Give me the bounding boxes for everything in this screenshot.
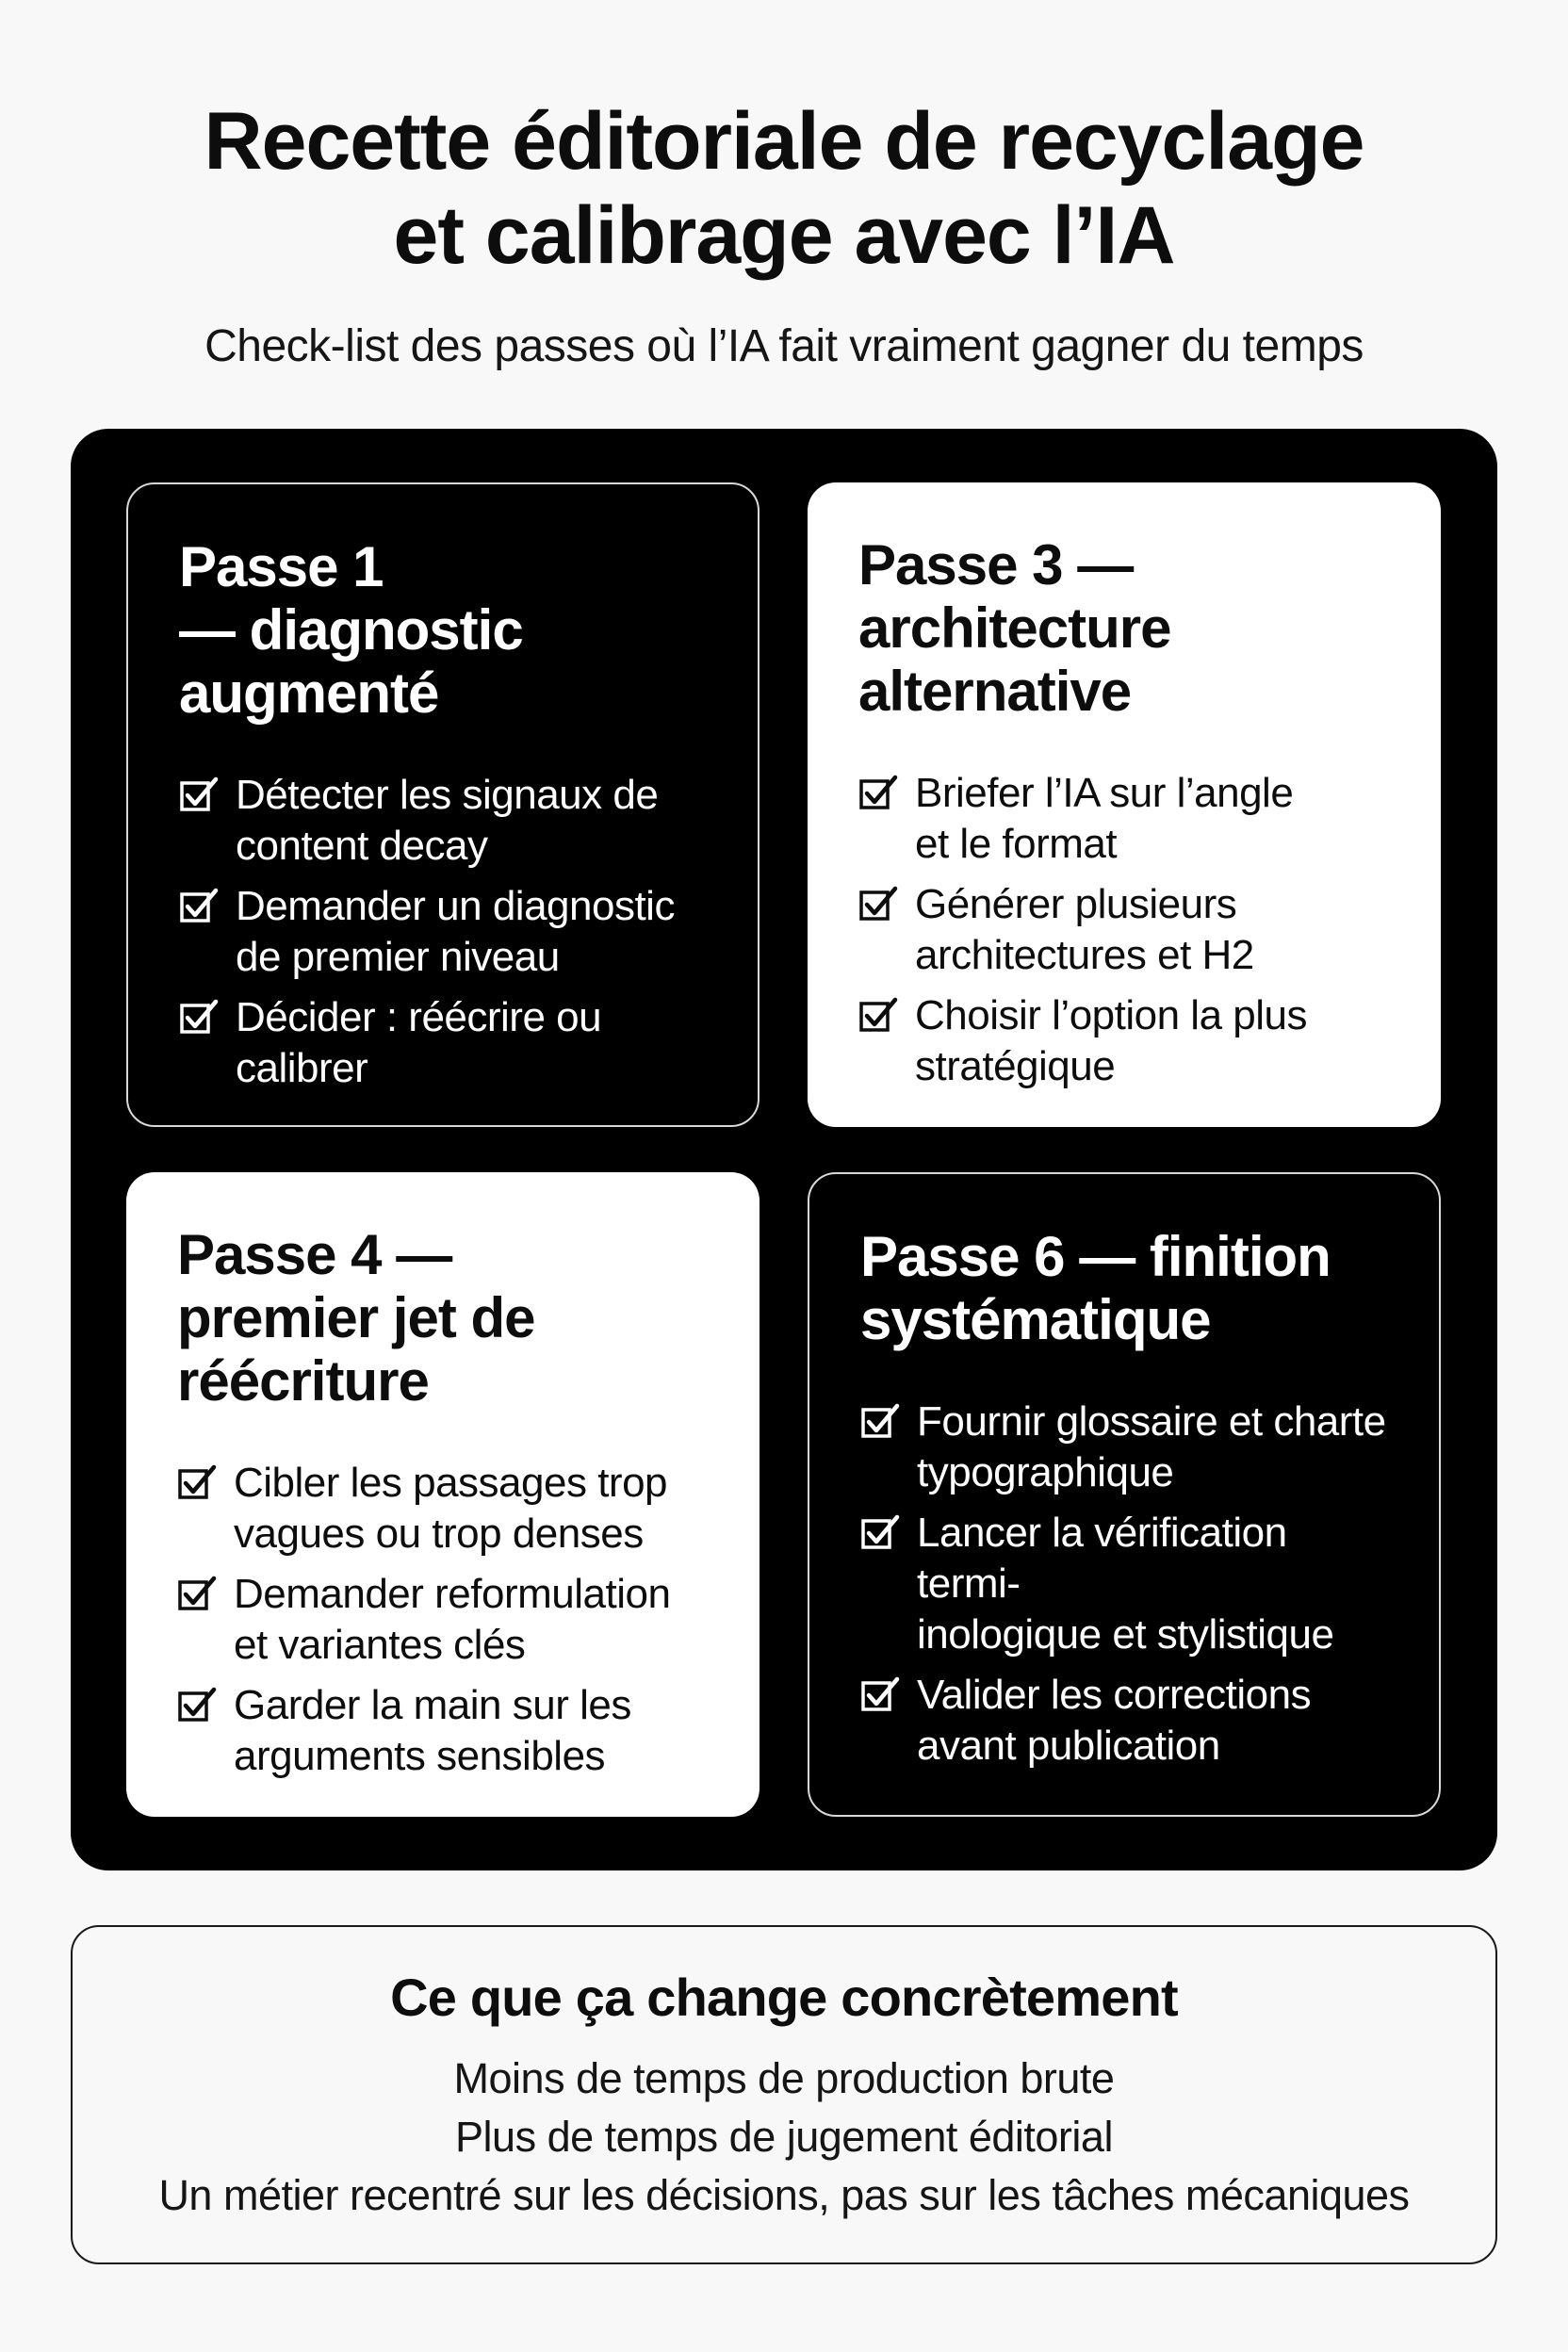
checklist-item bbox=[860, 1396, 1392, 1498]
checklist-item-line: Décider : réécrire ou bbox=[236, 994, 602, 1040]
checklist-item-text bbox=[234, 1569, 712, 1671]
checkbox-checked-icon bbox=[858, 885, 898, 924]
card-title-line: Passe 3 — bbox=[858, 533, 1134, 596]
checklist-item-line: et le format bbox=[915, 821, 1118, 867]
checklist-item bbox=[179, 992, 710, 1094]
summary-line: Plus de temps de jugement éditorial bbox=[455, 2113, 1113, 2161]
checklist-item-text bbox=[236, 881, 710, 983]
card-passe-1 bbox=[126, 482, 760, 1127]
checklist-item-line: Briefer l’IA sur l’angle bbox=[915, 770, 1294, 816]
card-passe-3 bbox=[808, 482, 1441, 1127]
checklist-item bbox=[179, 881, 710, 983]
card-title bbox=[858, 533, 1394, 723]
checkbox-checked-icon bbox=[177, 1575, 217, 1614]
checkbox-checked-icon bbox=[858, 996, 898, 1036]
checkbox-checked-icon bbox=[860, 1402, 900, 1442]
card-title bbox=[177, 1223, 712, 1413]
card-title-line: Passe 6 — finition bbox=[860, 1225, 1331, 1288]
card-title-line: Passe 1 bbox=[179, 535, 384, 598]
checklist-item-line: de premier niveau bbox=[236, 934, 560, 980]
checkbox-checked-icon bbox=[860, 1675, 900, 1715]
checklist-item-line: avant publication bbox=[917, 1723, 1220, 1769]
checkbox-checked-icon bbox=[177, 1686, 217, 1725]
card-title bbox=[860, 1225, 1392, 1351]
checklist-item bbox=[860, 1508, 1392, 1660]
card-passe-6 bbox=[808, 1172, 1441, 1817]
card-title-line: systématique bbox=[860, 1288, 1211, 1351]
card-title-line: alternative bbox=[858, 660, 1132, 723]
checklist-item bbox=[858, 768, 1394, 870]
card-passe-4 bbox=[126, 1172, 760, 1817]
checklist-item-line: architectures et H2 bbox=[915, 932, 1254, 978]
checklist-item-text bbox=[915, 990, 1394, 1092]
page-subtitle: Check-list des passes où l’IA fait vraiment gagner du temps bbox=[204, 321, 1364, 371]
checkbox-checked-icon bbox=[860, 1513, 900, 1553]
checklist-item bbox=[177, 1458, 712, 1560]
summary-line: Un métier recentré sur les décisions, pas sur les tâches mécaniques bbox=[158, 2171, 1410, 2219]
checklist-item-line: typographique bbox=[917, 1449, 1174, 1495]
checklist-item bbox=[177, 1680, 712, 1782]
checklist-item-text bbox=[236, 770, 710, 872]
checklist bbox=[860, 1396, 1392, 1772]
page-title bbox=[0, 94, 1568, 283]
card-title-line: — diagnostic bbox=[179, 598, 523, 662]
checklist-item-line: Demander un diagnostic bbox=[236, 883, 675, 929]
checklist-item-line: vagues ou trop denses bbox=[234, 1511, 644, 1557]
checklist-item-text bbox=[236, 992, 710, 1094]
checklist-item-line: inologique et stylistique bbox=[917, 1611, 1334, 1658]
checklist bbox=[858, 768, 1394, 1092]
checklist bbox=[177, 1458, 712, 1782]
checklist-item-line: Demander reformulation bbox=[234, 1571, 671, 1617]
checkbox-checked-icon bbox=[177, 1463, 217, 1503]
checklist-item-text bbox=[917, 1670, 1392, 1772]
checklist bbox=[179, 770, 710, 1094]
checklist-item-line: Garder la main sur les bbox=[234, 1682, 631, 1728]
checklist-item-line: Lancer la vérification termi- bbox=[917, 1510, 1287, 1607]
checklist-item-text bbox=[234, 1458, 712, 1560]
checklist-item-line: calibrer bbox=[236, 1045, 368, 1091]
summary-line: Moins de temps de production brute bbox=[453, 2054, 1115, 2102]
checklist-item bbox=[179, 770, 710, 872]
checkbox-checked-icon bbox=[179, 998, 219, 1037]
card-title-line: architecture bbox=[858, 596, 1171, 660]
card-title-line: augmenté bbox=[179, 662, 439, 725]
checklist-item-line: Cibler les passages trop bbox=[234, 1460, 668, 1506]
checklist-item-line: arguments sensibles bbox=[234, 1733, 606, 1779]
page-title-line-1: Recette éditoriale de recyclage bbox=[204, 96, 1364, 187]
checkbox-checked-icon bbox=[179, 887, 219, 926]
checklist-item-line: et variantes clés bbox=[234, 1622, 526, 1668]
checklist-item bbox=[177, 1569, 712, 1671]
checklist-item bbox=[860, 1670, 1392, 1772]
checklist-item-line: Valider les corrections bbox=[917, 1672, 1312, 1718]
checkbox-checked-icon bbox=[858, 774, 898, 813]
checklist-item bbox=[858, 879, 1394, 981]
page-title-line-2: et calibrage avec l’IA bbox=[393, 190, 1175, 281]
summary-box bbox=[71, 1925, 1497, 2264]
card-title-line: réécriture bbox=[177, 1349, 429, 1413]
checklist-item-text bbox=[234, 1680, 712, 1782]
checklist-item-text bbox=[915, 879, 1394, 981]
checklist-item bbox=[858, 990, 1394, 1092]
checklist-item-line: Détecter les signaux de bbox=[236, 772, 659, 818]
checklist-item-text bbox=[917, 1508, 1392, 1660]
summary-title: Ce que ça change concrètement bbox=[390, 1968, 1178, 2027]
checklist-item-line: stratégique bbox=[915, 1043, 1116, 1089]
checklist-item-line: Fournir glossaire et charte bbox=[917, 1398, 1386, 1445]
checklist-item-line: content decay bbox=[236, 823, 488, 869]
checklist-item-text bbox=[917, 1396, 1392, 1498]
card-title-line: Passe 4 — bbox=[177, 1223, 452, 1286]
checkbox-checked-icon bbox=[179, 776, 219, 815]
checklist-item-line: Générer plusieurs bbox=[915, 881, 1237, 927]
checklist-item-line: Choisir l’option la plus bbox=[915, 992, 1307, 1038]
checklist-item-text bbox=[915, 768, 1394, 870]
card-title-line: premier jet de bbox=[177, 1286, 535, 1349]
card-title bbox=[179, 535, 710, 725]
